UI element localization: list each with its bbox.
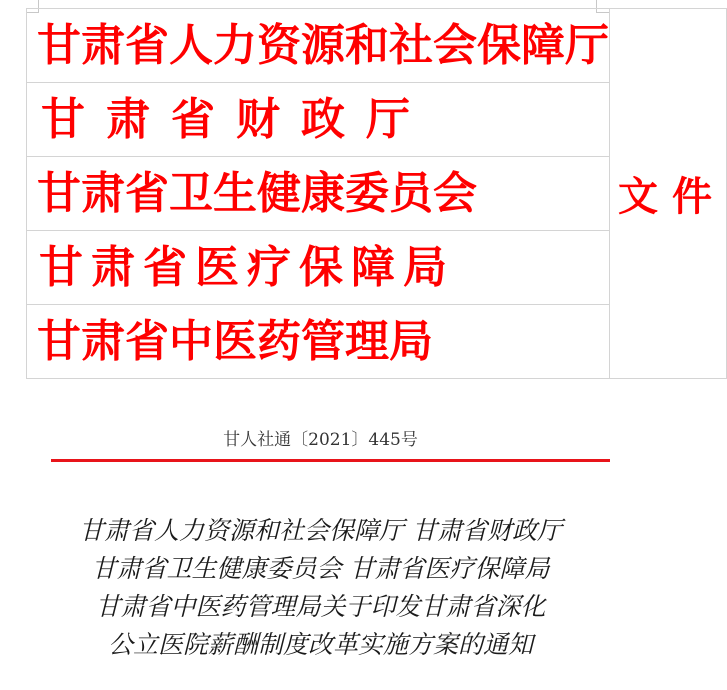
org-name-hrss: 甘肃省人力资源和社会保障厅 (37, 20, 609, 71)
issuing-organizations-table (26, 8, 727, 379)
org-cell (27, 305, 610, 379)
org-cell (27, 231, 610, 305)
document-title (0, 512, 641, 664)
org-name-medical-security: 甘肃省医疗保障局 (39, 242, 455, 293)
document-word: 文件 (618, 173, 726, 220)
org-cell (27, 157, 610, 231)
title-line: 甘肃省人力资源和社会保障厅 甘肃省财政厅 (79, 516, 562, 545)
org-name-tcm: 甘肃省中医药管理局 (37, 316, 433, 367)
org-cell (27, 9, 610, 83)
title-line: 甘肃省中医药管理局关于印发甘肃省深化 (95, 592, 546, 621)
title-line: 甘肃省卫生健康委员会 甘肃省医疗保障局 (91, 554, 550, 583)
document-number: 甘人社通〔2021〕445号 (223, 430, 418, 450)
org-cell (27, 83, 610, 157)
document-word-cell (610, 9, 727, 379)
org-name-finance: 甘肃省财政厅 (41, 94, 431, 145)
red-separator-line (51, 459, 610, 462)
org-name-health: 甘肃省卫生健康委员会 (37, 168, 477, 219)
title-line: 公立医院薪酬制度改革实施方案的通知 (107, 630, 533, 659)
